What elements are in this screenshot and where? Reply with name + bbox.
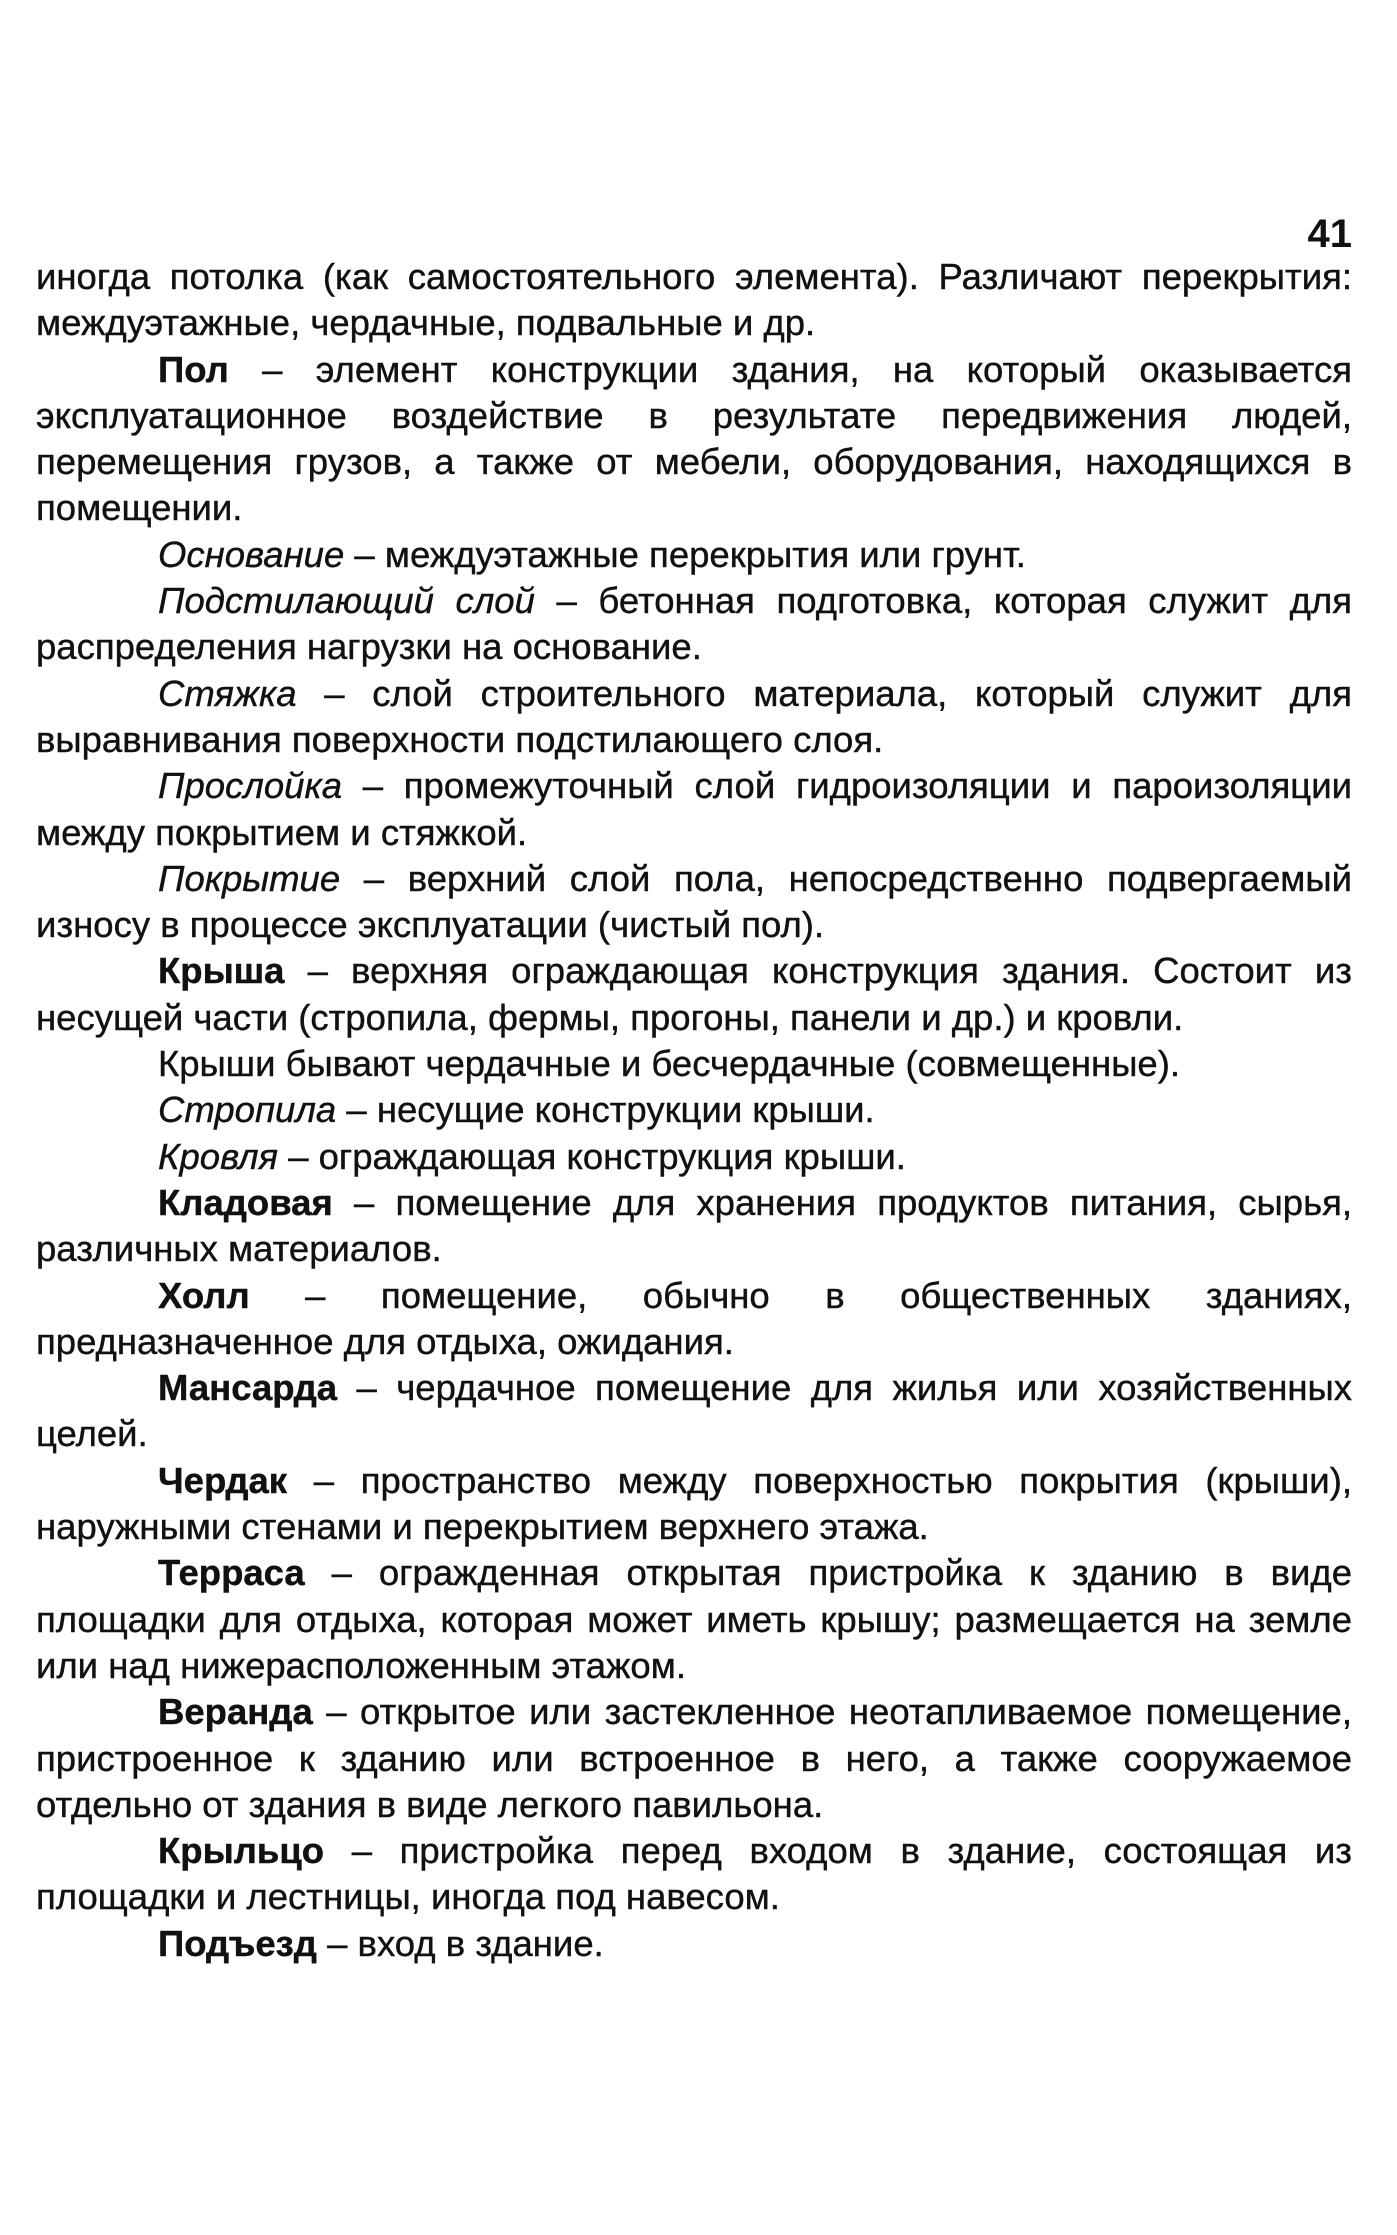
definition-cherdak	[36, 1458, 1352, 1551]
definition-podezd	[36, 1921, 1352, 1967]
term: Кладовая	[158, 1181, 333, 1223]
definition-text: – чердачное помещение для жилья или хозяйственных целей.	[36, 1367, 1352, 1455]
definition-terrasa	[36, 1550, 1352, 1689]
definition-podstilayushchiy-sloy	[36, 578, 1352, 671]
definition-krysha	[36, 948, 1352, 1041]
definition-text: – несущие конструкции крыши.	[336, 1089, 875, 1131]
definition-pol	[36, 347, 1352, 532]
paragraph-continuation	[36, 254, 1352, 347]
paragraph-text: иногда потолка (как самостоятельного элемента). Различают перекрытия: междуэтажные, чердачные, подвальные и др.	[36, 256, 1352, 344]
term: Холл	[158, 1274, 250, 1316]
definition-pokrytie	[36, 856, 1352, 949]
term: Крыльцо	[158, 1830, 325, 1872]
term: Прослойка	[158, 765, 343, 807]
term: Основание	[158, 533, 345, 575]
definition-krylco	[36, 1828, 1352, 1921]
definition-text: – междуэтажные перекрытия или грунт.	[344, 533, 1026, 575]
term: Покрытие	[158, 857, 341, 899]
term: Крыша	[158, 950, 285, 992]
page-number: 41	[1307, 212, 1352, 256]
definition-text: – открытое или застекленное неотапливаемое помещение, пристроенное к зданию или встроенное в него, а также сооружаемое отдельно от здания в виде легкого павильона.	[36, 1691, 1352, 1825]
definition-text: – пристройка перед входом в здание, состоящая из площадки и лестницы, иногда под навесом.	[36, 1830, 1352, 1918]
term: Терраса	[158, 1552, 305, 1594]
definition-osnovanie	[36, 532, 1352, 578]
definition-text: – помещение, обычно в общественных зданиях, предназначенное для отдыха, ожидания.	[36, 1274, 1352, 1362]
definition-text: – слой строительного материала, который служит для выравнивания поверхности подстилающего слоя.	[36, 672, 1352, 760]
definition-prosloyka	[36, 763, 1352, 856]
definition-text: – огражденная открытая пристройка к зданию в виде площадки для отдыха, которая может иметь крышу; размещается на земле или над нижерасположенным этажом.	[36, 1552, 1352, 1686]
definition-veranda	[36, 1689, 1352, 1828]
definition-text: – помещение для хранения продуктов питания, сырья, различных материалов.	[36, 1181, 1352, 1270]
definition-text: – пространство между поверхностью покрытия (крыши), наружными стенами и перекрытием верхнего этажа.	[36, 1459, 1352, 1548]
term: Пол	[158, 348, 229, 390]
term: Кровля	[158, 1135, 279, 1177]
term: Подъезд	[158, 1922, 317, 1964]
definition-mansarda	[36, 1365, 1352, 1458]
definition-text: – верхний слой пола, непосредственно подвергаемый износу в процессе эксплуатации (чистый пол).	[36, 857, 1352, 946]
term: Стяжка	[158, 672, 297, 714]
book-page	[36, 0, 1352, 2235]
definition-text: – бетонная подготовка, которая служит для распределения нагрузки на основание.	[36, 580, 1352, 668]
definition-holl	[36, 1273, 1352, 1366]
definition-krovlya	[36, 1134, 1352, 1180]
paragraph-krysha-types	[36, 1041, 1352, 1087]
page-body	[36, 254, 1352, 1967]
definition-text: – вход в здание.	[316, 1922, 604, 1964]
term: Веранда	[158, 1691, 313, 1733]
definition-text: – элемент конструкции здания, на который оказывается эксплуатационное воздействие в результате передвижения людей, перемещения грузов, а также от мебели, оборудования, находящихся в помещении.	[36, 348, 1352, 529]
paragraph-text: Крыши бывают чердачные и бесчердачные (совмещенные).	[158, 1043, 1181, 1085]
term: Чердак	[158, 1459, 288, 1501]
definition-text: – ограждающая конструкция крыши.	[278, 1135, 906, 1177]
definition-kladovaya	[36, 1180, 1352, 1273]
term: Мансарда	[158, 1367, 338, 1409]
term: Подстилающий слой	[158, 580, 535, 622]
definition-text: – верхняя ограждающая конструкция здания. Состоит из несущей части (стропила, фермы, прогоны, панели и др.) и кровли.	[36, 950, 1352, 1038]
definition-styazhka	[36, 671, 1352, 764]
definition-stropila	[36, 1087, 1352, 1133]
term: Стропила	[158, 1089, 337, 1131]
definition-text: – промежуточный слой гидроизоляции и пароизоляции между покрытием и стяжкой.	[36, 765, 1352, 853]
